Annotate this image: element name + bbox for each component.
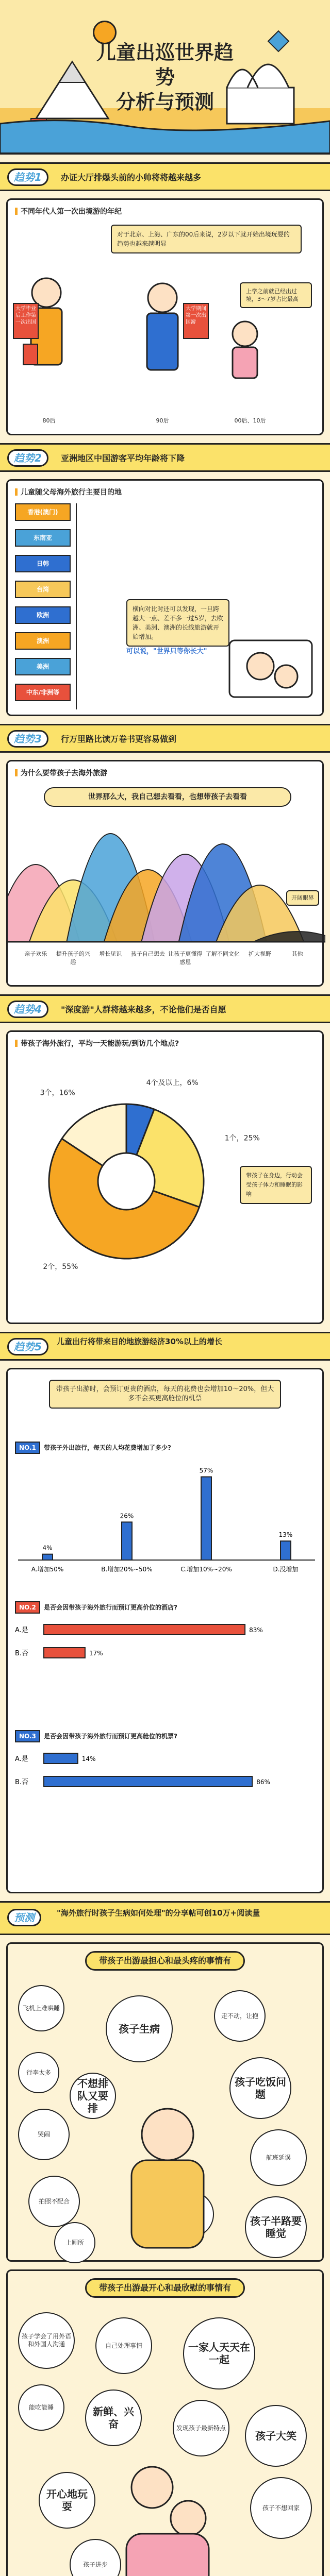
trend3-panel	[6, 760, 324, 987]
category-label: C.增加10%~20%	[180, 1566, 232, 1573]
category-label: 提升孩子的兴趣	[56, 951, 90, 965]
section-text: 亚洲地区中国游客平均年龄将下降	[61, 453, 185, 463]
section-header-trend5	[0, 1332, 330, 1361]
section-text: 儿童出行将带来目的地旅游经济30%以上的增长	[57, 1337, 222, 1346]
bar-value-label: 57%	[199, 1467, 213, 1475]
destination-item: 中东/非洲等	[15, 684, 71, 701]
section-text: "海外旅行时孩子生病如何处理"的分享帖可创10万+阅读量	[57, 1908, 260, 1918]
pie-hole	[98, 1153, 155, 1210]
category-label: A.是	[15, 1755, 28, 1763]
bar-value-label: 83%	[249, 1626, 263, 1634]
trend5-panel	[6, 1368, 324, 1893]
trend1-panel	[6, 198, 324, 435]
bar	[44, 1648, 85, 1658]
trend3-bubble: 世界那么大，我自己想去看看，也想带孩子去看看	[44, 787, 291, 807]
section-text: "深度游"人群将越来越多，不论他们是否自愿	[61, 1005, 226, 1014]
section-header-trend3	[0, 724, 330, 753]
destination-axis	[76, 503, 86, 709]
section-text: 行万里路比读万卷书更容易做到	[61, 734, 177, 744]
bubble-item: 一家人天天在一起	[183, 2317, 255, 2389]
section-tag: 预测	[7, 1909, 41, 1926]
trend5-intro: 带孩子出游时，会预订更贵的酒店，每天的花费也会增加10～20%，但大多不会买更高舱位的机票	[49, 1380, 281, 1409]
bubble-item: 行李太多	[18, 2052, 59, 2093]
suitcase-icon	[23, 344, 38, 365]
bar-value-label: 14%	[81, 1755, 96, 1762]
pie-label: 3个，16%	[40, 1089, 75, 1097]
destination-item: 澳洲	[15, 632, 71, 650]
bubble-item: 上厕所	[54, 2222, 95, 2263]
category-label: 让孩子更懂得感恩	[168, 951, 203, 965]
person-90s-head	[148, 283, 177, 312]
section-tag: 趋势4	[7, 1001, 48, 1018]
bubble-item: 孩子半路要睡觉	[245, 2196, 307, 2258]
bubble-item: 孩子进步	[70, 2539, 121, 2576]
q3-question: 是否会因带孩子海外旅行而预订更高舱位的机票?	[44, 1733, 177, 1740]
category-label: 扩大视野	[249, 951, 272, 957]
category-label: B.增加20%~50%	[101, 1566, 153, 1573]
bubble-item: 孩子学会了用外语和外国人沟通	[18, 2312, 75, 2369]
hero-banner	[0, 0, 330, 155]
pie-label: 4个及以上，6%	[146, 1079, 199, 1088]
destination-item: 台湾	[15, 581, 71, 598]
bubble-item: 航班延误	[250, 2129, 307, 2186]
bubble-item: 发现孩子最新特点	[173, 2400, 229, 2456]
title-line-1: 儿童出巡世界趋势	[96, 41, 234, 89]
category-label: 增长见识	[99, 951, 122, 957]
person-00s-body	[233, 347, 257, 378]
bar	[122, 1522, 132, 1560]
section-tag: 趋势3	[7, 730, 48, 748]
person-00s-head	[233, 321, 257, 346]
reasons-area-chart	[8, 823, 325, 947]
reasons-labels	[8, 950, 325, 980]
panel-title: 不同年代人第一次出境游的年纪	[15, 206, 122, 216]
bar	[42, 1554, 53, 1560]
bar	[44, 1776, 252, 1787]
section-tag: 趋势5	[7, 1338, 48, 1355]
section-header-prediction	[0, 1901, 330, 1935]
q1-bar-chart	[8, 1457, 325, 1591]
panel-title: 为什么要带孩子去海外旅游	[15, 768, 107, 778]
bubble-item: 孩子生病	[106, 1995, 173, 2062]
title-line-2: 分析与预测	[116, 91, 214, 113]
bar	[280, 1541, 291, 1560]
bubble-item: 能吃能睡	[18, 2384, 64, 2431]
joys-title: 带孩子出游最开心和最欣慰的事情有	[85, 2278, 245, 2298]
person-90s-tag: 大学期间第一次出国游	[183, 303, 209, 339]
destination-item: 日韩	[15, 555, 71, 572]
destination-item: 欧洲	[15, 606, 71, 624]
category-label: 其他	[291, 951, 303, 957]
q3-number: NO.3	[15, 1730, 40, 1742]
worries-panel	[6, 1942, 324, 2262]
bubble-item: 哭闹	[18, 2109, 70, 2160]
section-header-trend4	[0, 994, 330, 1023]
bubble-item: 飞机上难哄睡	[18, 1985, 64, 2031]
section-header-trend1	[0, 162, 330, 191]
panel-title: 儿童随父母海外旅行主要目的地	[15, 487, 122, 497]
bubble-item: 不想排队又要排	[70, 2073, 116, 2119]
category-label: 亲子欢乐	[24, 951, 47, 957]
q3-bar-chart	[8, 1745, 325, 1802]
trend4-panel	[6, 1030, 324, 1324]
category-label: D.没增加	[273, 1566, 299, 1573]
windmill	[268, 31, 289, 52]
bubble-item: 孩子吃饭问题	[229, 2057, 291, 2119]
parent-illustration	[111, 2098, 224, 2253]
q1-number: NO.1	[15, 1442, 40, 1454]
trend1-note: 对于北京、上海、广东的00后来说，2岁以下就开始出境玩耍的趋势也越来越明显	[111, 225, 302, 253]
family-illustration	[111, 2456, 224, 2576]
panel-title: 带孩子海外旅行，平均一天能游玩/到访几个地点?	[15, 1038, 179, 1048]
category-label: A.增加50%	[31, 1566, 64, 1573]
bubble-item: 新鲜、兴奋	[85, 2389, 142, 2446]
joys-panel	[6, 2269, 324, 2576]
section-tag: 趋势1	[7, 168, 48, 186]
bubble-item: 拍照不配合	[28, 2176, 80, 2227]
q2-number: NO.2	[15, 1601, 40, 1614]
worries-title: 带孩子出游最担心和最头疼的事情有	[85, 1951, 245, 1971]
trend2-quote: 可以说，"世界只等你长大"	[126, 648, 207, 655]
destination-item: 美洲	[15, 658, 71, 675]
q1-question: 带孩子外出旅行，每天的人均花费增加了多少?	[44, 1444, 171, 1451]
bubble-item: 自己处理事情	[95, 2317, 152, 2374]
pie-label: 1个，25%	[224, 1134, 260, 1143]
page-title	[88, 40, 242, 114]
section-text: 办证大厅排爆头前的小帅将将越来越多	[61, 173, 202, 182]
trend2-note: 横向对比时还可以发现，一旦跨越大一点、差不多一过5岁，去欧洲、美洲、澳洲的长线旅游就开始增加。	[126, 599, 229, 647]
pie-label: 2个，55%	[43, 1263, 78, 1272]
category-label: 了解不同文化	[205, 951, 240, 957]
bubble-item: 开心地玩耍	[39, 2472, 95, 2529]
baby-head-2	[275, 665, 298, 688]
category-label: B.否	[15, 1778, 29, 1786]
bar	[44, 1624, 245, 1635]
destination-item: 香港(澳门)	[15, 503, 71, 521]
person-00s-tag: 上学之前就已经出过境，3～7岁占比最高	[240, 282, 312, 308]
bar	[44, 1753, 78, 1764]
label-00s: 00后、10后	[234, 417, 266, 424]
section-header-trend2	[0, 443, 330, 472]
q2-question: 是否会因带孩子海外旅行而预订更高价位的酒店?	[44, 1604, 177, 1611]
section-tag: 趋势2	[7, 449, 48, 467]
person-90s-body	[147, 313, 178, 370]
bubble-item: 走不动，让抱	[214, 1990, 266, 2042]
label-80s: 80后	[42, 417, 56, 424]
category-label: A.是	[15, 1626, 28, 1634]
destination-item: 东南亚	[15, 529, 71, 547]
bubble-item: 孩子大笑	[245, 2405, 307, 2467]
category-label: B.否	[15, 1650, 29, 1657]
bar-value-label: 86%	[256, 1778, 270, 1786]
chart-tooltip: 开阔眼界	[286, 890, 319, 906]
bar-value-label: 13%	[278, 1531, 293, 1539]
category-label: 孩子自己想去	[130, 951, 165, 957]
bubble-item: 孩子不想回家	[250, 2477, 312, 2539]
bar-value-label: 26%	[120, 1512, 134, 1520]
label-90s: 90后	[156, 417, 169, 424]
baby-head	[247, 653, 274, 680]
bar-value-label: 17%	[89, 1650, 103, 1657]
person-80s-tag: 大学毕业后工作第一次出国	[13, 303, 39, 339]
trend2-panel	[6, 479, 324, 716]
baby-illustration	[224, 635, 317, 702]
bar	[201, 1477, 211, 1561]
q2-bar-chart	[8, 1617, 325, 1673]
bar-value-label: 4%	[42, 1544, 53, 1552]
trend4-note: 带孩子在身边，行动会受孩子体力和睡眠的影响	[240, 1166, 312, 1204]
